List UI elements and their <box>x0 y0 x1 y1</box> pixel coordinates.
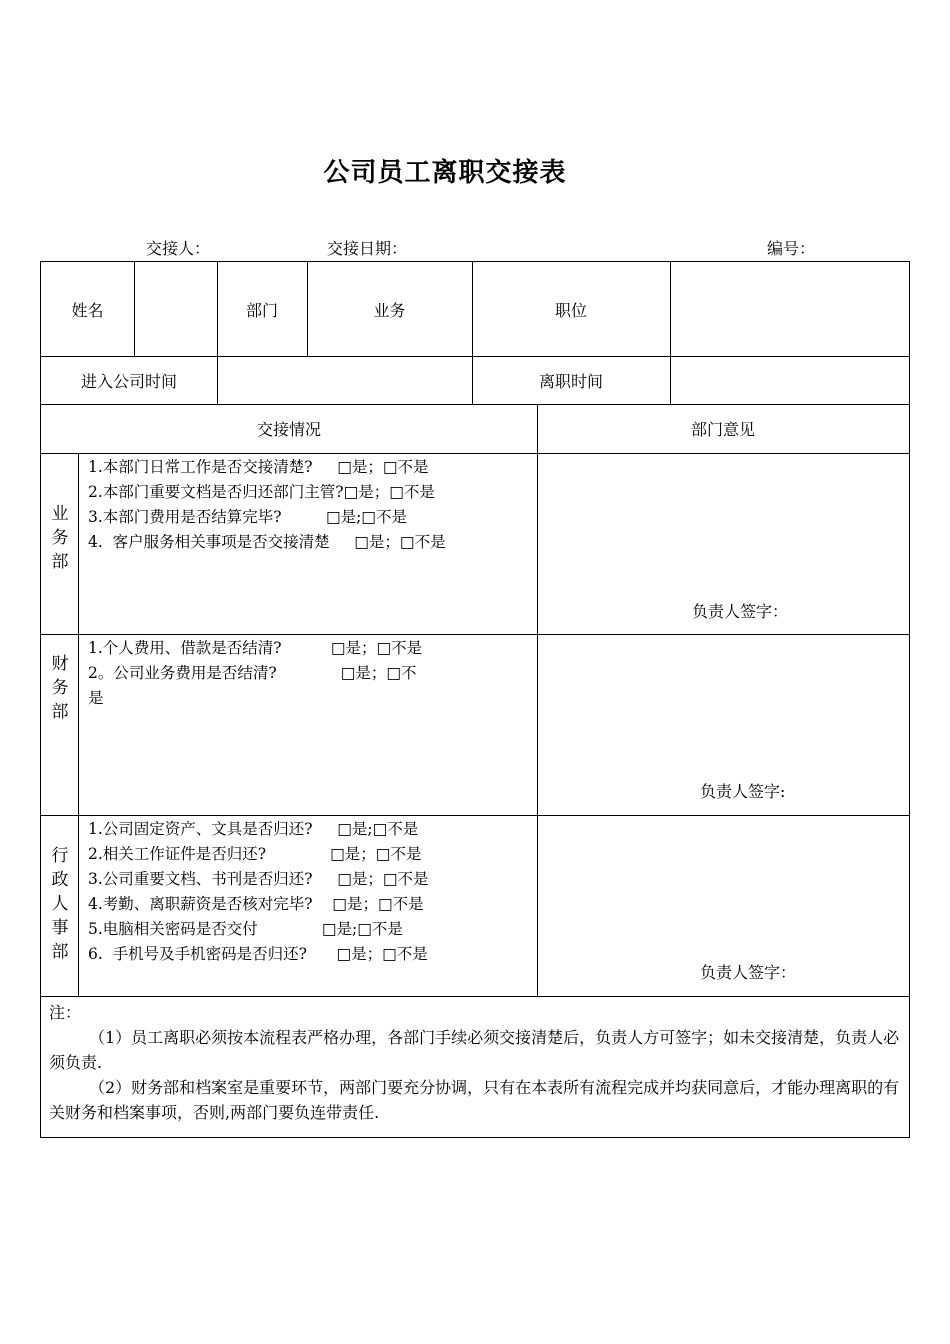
business-dept-label: 业 务 部 <box>51 504 69 572</box>
finance-dept-checklist[interactable]: 1.个人费用、借款是否结清? □是；□不是 2。公司业务费用是否结清? □是；□不 是 <box>88 639 423 707</box>
admin-hr-dept-label: 行 政 人 事 部 <box>51 846 69 962</box>
finance-dept-signature-label: 负责人签字: <box>700 782 786 801</box>
handover-form-table <box>40 261 910 1138</box>
position-label: 职位 <box>554 300 587 320</box>
join-date-label: 进入公司时间 <box>80 371 177 391</box>
row-divider <box>41 996 909 997</box>
note-2: （2）财务部和档案室是重要环节，两部门要充分协调，只有在本表所有流程完成并均获同意后，才能办理离职的有关财务和档案事项，否则,两部门要负连带责任. <box>49 1078 900 1122</box>
admin-hr-dept-checklist[interactable]: 1.公司固定资产、文具是否归还? □是;□不是 2.相关工作证件是否归还? □是；□不是 3.公司重要文档、书刊是否归还? □是；□不是 4.考勤、离职薪资是否核对完毕? □是；□不是 5.电脑相关密码是否交付 □是;□不是 6. 手机号及手机密码是否归还? □是；□不是 <box>88 820 429 963</box>
dept-opinion-header: 部门意见 <box>690 420 755 439</box>
notes-section <box>49 1000 901 1125</box>
handover-status-header: 交接情况 <box>256 420 321 439</box>
leave-date-label: 离职时间 <box>538 371 603 391</box>
department-label: 部门 <box>245 300 278 320</box>
join-date-value[interactable] <box>217 356 472 404</box>
business-dept-signature-label: 负责人签字： <box>692 602 789 621</box>
position-value[interactable] <box>670 262 909 356</box>
form-title: 公司员工离职交接表 <box>323 158 567 188</box>
col-divider <box>537 404 538 996</box>
row-divider <box>41 634 909 635</box>
handover-person-label: 交接人： <box>146 239 211 258</box>
finance-dept-label: 财 务 部 <box>51 654 69 722</box>
department-value: 业务 <box>373 300 406 320</box>
name-label: 姓名 <box>71 300 104 320</box>
form-number-label: 编号： <box>767 239 816 258</box>
notes-label: 注： <box>49 1003 82 1022</box>
admin-hr-dept-signature-label: 负责人签字： <box>700 963 797 982</box>
handover-date-label: 交接日期： <box>327 239 408 258</box>
note-1: （1）员工离职必须按本流程表严格办理，各部门手续必须交接清楚后，负责人方可签字；如未交接清楚，负责人必须负责. <box>49 1028 900 1072</box>
name-value[interactable] <box>134 262 217 356</box>
row-divider <box>41 815 909 816</box>
business-dept-checklist[interactable]: 1.本部门日常工作是否交接清楚? □是；□不是 2.本部门重要文档是否归还部门主管?□是；□不是 3.本部门费用是否结算完毕? □是;□不是 4. 客户服务相关事项是否交接清楚 □是；□不是 <box>88 458 446 551</box>
leave-date-value[interactable] <box>670 356 909 404</box>
row-divider <box>41 453 909 454</box>
